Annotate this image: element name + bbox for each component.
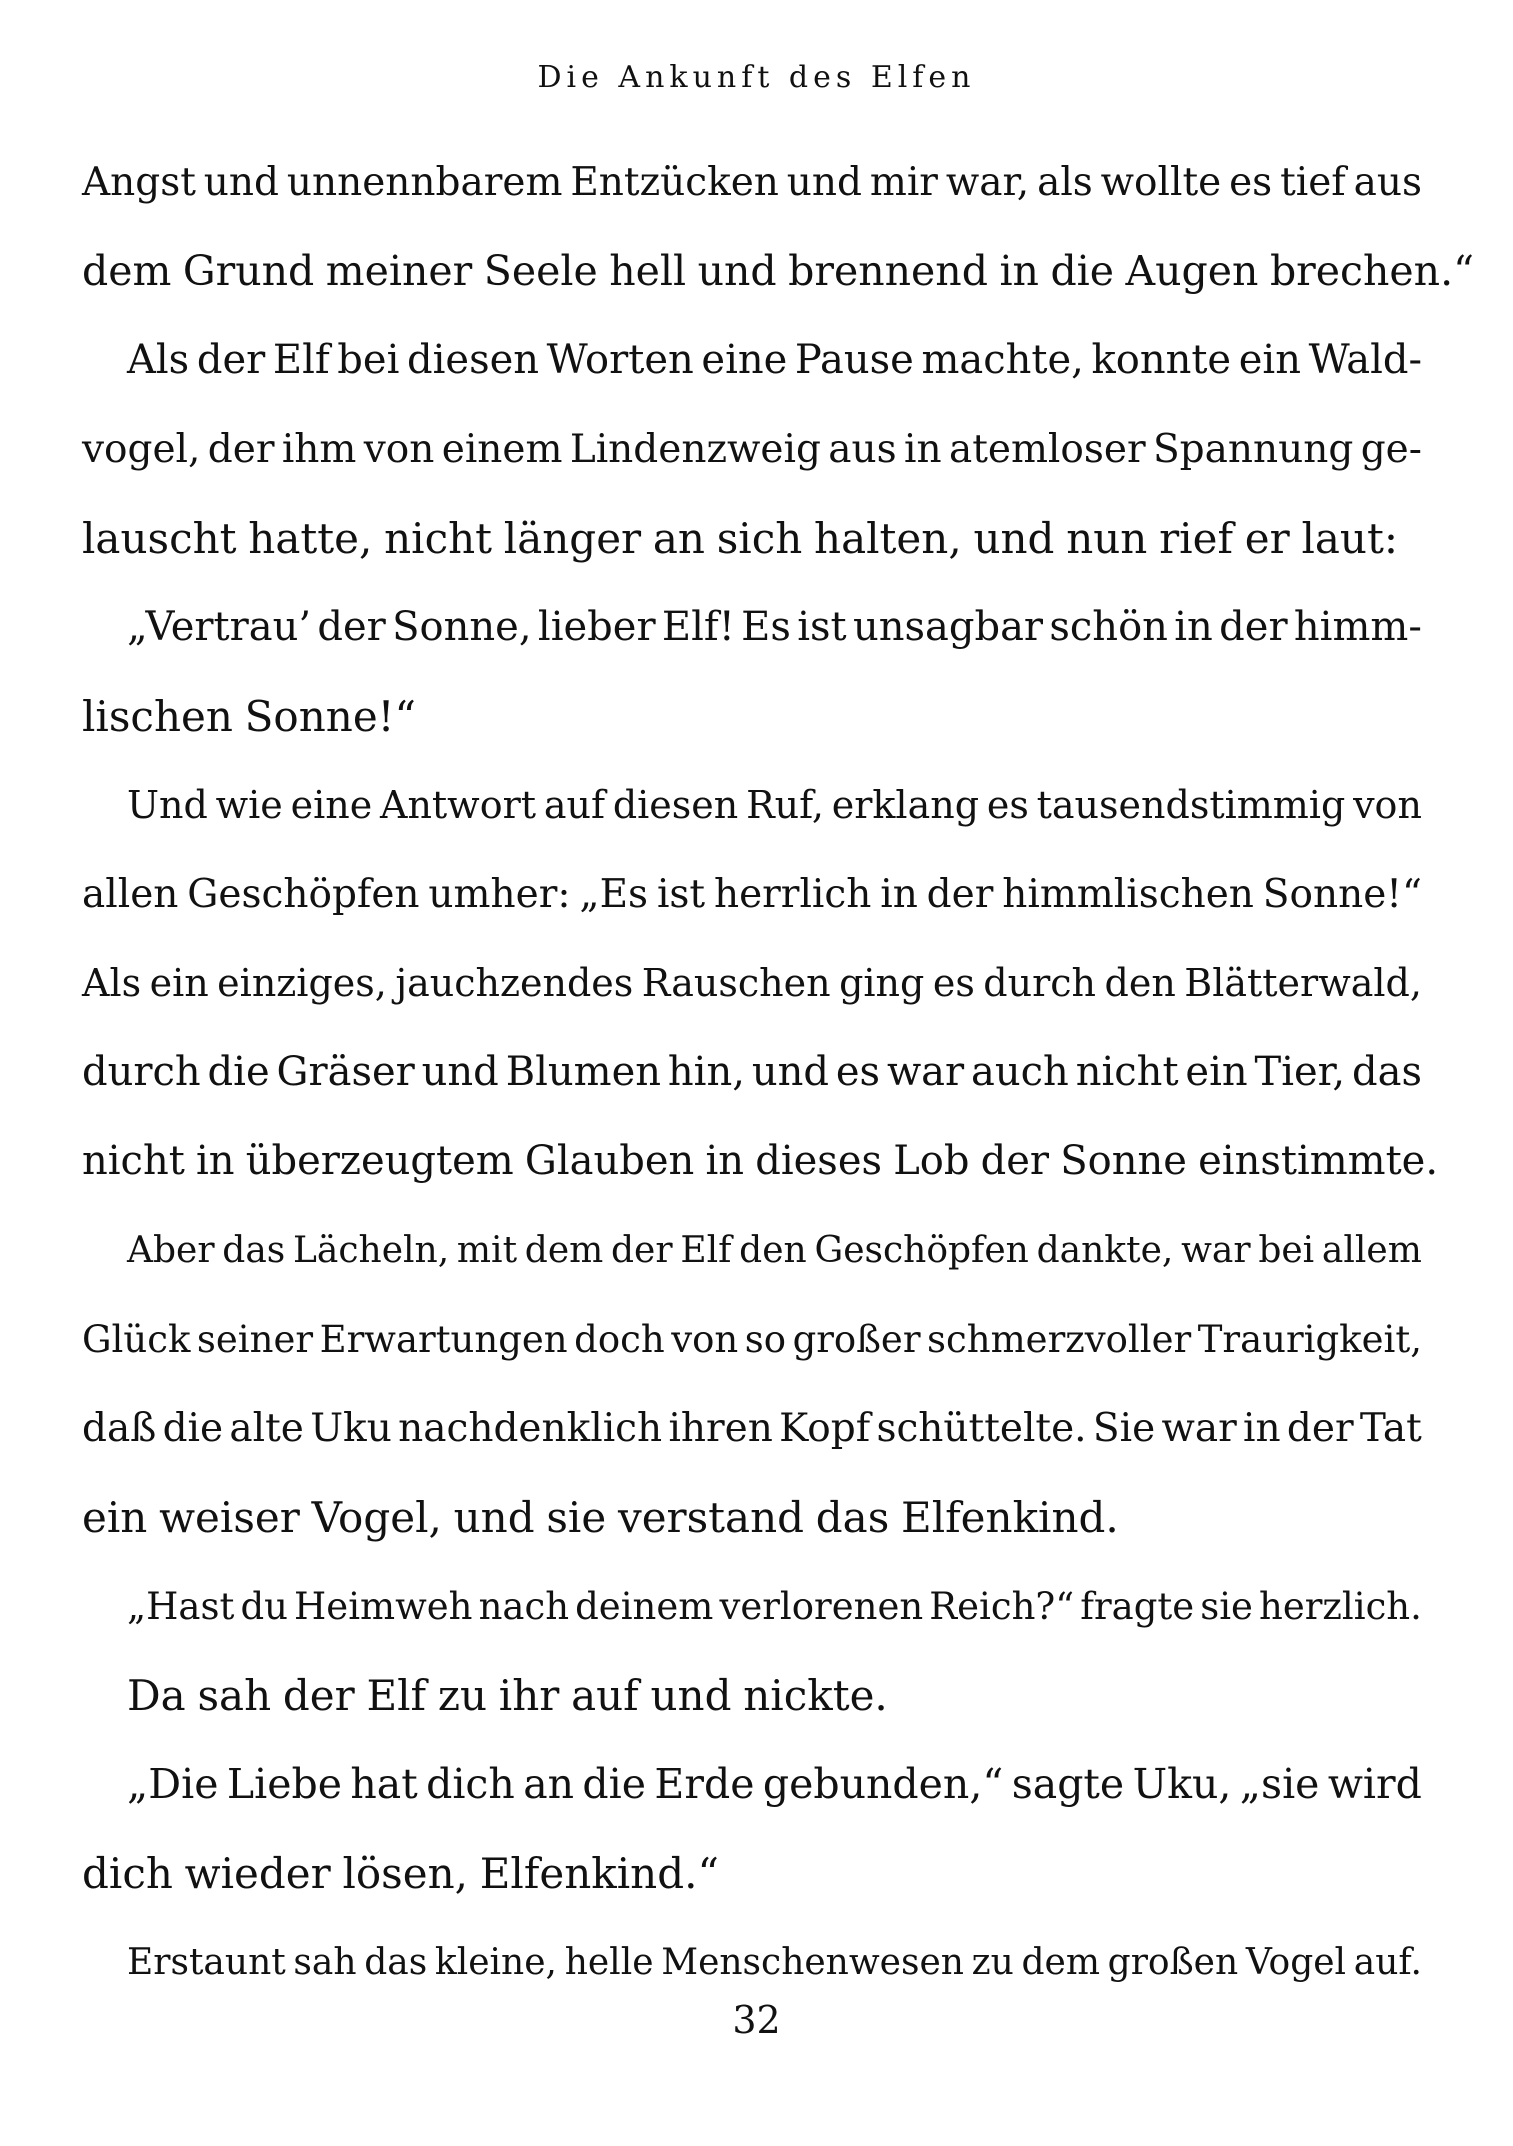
word: und bbox=[453, 1493, 535, 1542]
word: nachdenklich bbox=[398, 1406, 663, 1451]
word: länger bbox=[503, 514, 642, 563]
word: Augen bbox=[1125, 247, 1259, 295]
text-line bbox=[82, 316, 1422, 405]
word: wollte bbox=[1100, 160, 1222, 205]
word: ein bbox=[149, 961, 209, 1005]
word: nickte. bbox=[743, 1671, 888, 1720]
word: herzlich. bbox=[1259, 1585, 1422, 1628]
word: Traurigkeit, bbox=[1197, 1318, 1422, 1361]
word: jauchzendes bbox=[395, 961, 634, 1005]
word: laut: bbox=[1301, 514, 1399, 563]
word: „Hast bbox=[127, 1585, 235, 1628]
word: brennend bbox=[788, 247, 988, 295]
word: und bbox=[421, 1049, 499, 1095]
word: unsagbar bbox=[852, 604, 1044, 650]
word: das bbox=[1352, 1049, 1422, 1095]
word: in bbox=[1174, 604, 1213, 650]
text-line bbox=[82, 1829, 1422, 1918]
word: großer bbox=[792, 1318, 921, 1361]
word: als bbox=[1037, 160, 1093, 205]
word: Reich?“ bbox=[929, 1585, 1075, 1628]
word: kleine, bbox=[434, 1942, 557, 1983]
word: konnte bbox=[1091, 337, 1232, 383]
text-line bbox=[82, 1651, 1422, 1740]
word: vogel, bbox=[82, 427, 201, 472]
word: die bbox=[1050, 247, 1115, 295]
word: nicht bbox=[82, 1138, 185, 1184]
word: die bbox=[207, 1049, 270, 1095]
word: „sie bbox=[1239, 1760, 1320, 1808]
word: war, bbox=[945, 160, 1030, 205]
word: Sonne!“ bbox=[244, 692, 417, 741]
word: ist bbox=[656, 872, 706, 917]
word: hin, bbox=[667, 1049, 745, 1095]
word: gebunden,“ bbox=[762, 1760, 1004, 1808]
word: lösen, bbox=[342, 1849, 468, 1898]
word: rief bbox=[1159, 514, 1234, 563]
word: nicht bbox=[384, 514, 493, 563]
word: brechen.“ bbox=[1269, 247, 1475, 295]
word: allen bbox=[82, 872, 179, 917]
word: Glück bbox=[82, 1318, 191, 1361]
word: „Vertrau’ bbox=[127, 604, 312, 650]
word: Lob bbox=[893, 1138, 970, 1184]
word: verstand bbox=[617, 1493, 805, 1542]
word: aus bbox=[828, 427, 897, 472]
word: meiner bbox=[325, 247, 473, 295]
word: Als bbox=[82, 961, 142, 1005]
word: Blumen bbox=[505, 1049, 661, 1095]
word: zu bbox=[971, 1942, 1014, 1983]
word: in bbox=[1243, 1406, 1281, 1451]
word: weiser bbox=[159, 1493, 300, 1542]
word: großen bbox=[1107, 1942, 1239, 1983]
word: in bbox=[999, 247, 1039, 295]
body-text bbox=[82, 138, 1475, 2007]
word: sah bbox=[293, 1942, 357, 1983]
word: Lindenzweig bbox=[569, 427, 821, 472]
text-line bbox=[82, 1473, 1422, 1562]
word: Gräser bbox=[276, 1049, 415, 1095]
word: erklang bbox=[831, 783, 980, 827]
text-line bbox=[82, 583, 1422, 672]
word: der bbox=[1219, 604, 1288, 650]
word: einem bbox=[441, 427, 563, 472]
word: Wald- bbox=[1308, 337, 1422, 383]
word: halten, bbox=[814, 514, 962, 563]
word: auf bbox=[543, 783, 606, 827]
word: mir bbox=[869, 160, 938, 205]
text-line bbox=[82, 1117, 1439, 1206]
word: ein bbox=[1185, 1049, 1248, 1095]
word: dem bbox=[524, 1230, 604, 1271]
word: sie bbox=[1200, 1585, 1253, 1628]
word: Spannung bbox=[1152, 427, 1354, 472]
word: Grund bbox=[182, 247, 315, 295]
word: bei bbox=[1258, 1230, 1315, 1271]
word: verlorenen bbox=[719, 1585, 924, 1628]
word: ein bbox=[1238, 337, 1301, 383]
word: schmerzvoller bbox=[927, 1318, 1192, 1361]
word: Tier, bbox=[1254, 1049, 1346, 1095]
word: Elf bbox=[272, 337, 330, 383]
word: war bbox=[1161, 1406, 1237, 1451]
word: einziges, bbox=[217, 961, 387, 1005]
word: nun bbox=[1066, 514, 1148, 563]
word: ein bbox=[82, 1493, 148, 1542]
word: Es bbox=[741, 604, 791, 650]
text-line bbox=[82, 1562, 1422, 1651]
word: Entzücken bbox=[570, 160, 779, 205]
word: Lächeln, bbox=[293, 1230, 450, 1271]
word: umher: bbox=[428, 872, 571, 917]
word: sah bbox=[197, 1671, 272, 1720]
word: Kopf bbox=[779, 1406, 871, 1451]
word: hat bbox=[350, 1760, 418, 1808]
word: Elf! bbox=[661, 604, 735, 650]
word: auf bbox=[571, 1671, 639, 1720]
word: dem bbox=[82, 247, 172, 295]
word: in bbox=[904, 427, 942, 472]
word: in bbox=[195, 1138, 235, 1184]
word: unnennbarem bbox=[286, 160, 563, 205]
text-line bbox=[82, 1028, 1422, 1117]
word: wieder bbox=[184, 1849, 331, 1898]
text-line bbox=[82, 850, 1422, 939]
word: Erde bbox=[654, 1760, 755, 1808]
word: Elf bbox=[366, 1671, 427, 1720]
word: deinem bbox=[575, 1585, 714, 1628]
word: das bbox=[222, 1230, 286, 1271]
word: und bbox=[786, 160, 862, 205]
word: der bbox=[196, 337, 266, 383]
text-line bbox=[82, 1295, 1422, 1384]
word: ge- bbox=[1360, 427, 1422, 472]
word: Und bbox=[127, 783, 208, 827]
word: sie bbox=[546, 1493, 607, 1542]
word: machte, bbox=[921, 337, 1084, 383]
word: Vogel bbox=[1245, 1942, 1347, 1983]
text-line bbox=[82, 672, 1422, 761]
word: himmlischen bbox=[1002, 872, 1254, 917]
word: ihr bbox=[498, 1671, 560, 1720]
word: hell bbox=[609, 247, 687, 295]
word: der bbox=[1286, 1406, 1354, 1451]
word: überzeugtem bbox=[245, 1138, 514, 1184]
word: Sonne, bbox=[392, 604, 532, 650]
word: seiner bbox=[196, 1318, 314, 1361]
word: und bbox=[650, 1671, 732, 1720]
word: Aber bbox=[127, 1230, 215, 1271]
word: das bbox=[815, 1493, 890, 1542]
word: von bbox=[1353, 783, 1422, 827]
word: durch bbox=[983, 961, 1097, 1005]
word: allem bbox=[1321, 1230, 1422, 1271]
word: himm- bbox=[1293, 604, 1422, 650]
word: Rauschen bbox=[641, 961, 831, 1005]
word: auf. bbox=[1353, 1942, 1422, 1983]
word: sagte bbox=[1011, 1760, 1125, 1808]
word: lischen bbox=[82, 692, 233, 741]
word: von bbox=[671, 1318, 739, 1361]
word: eine bbox=[290, 783, 373, 827]
word: wird bbox=[1327, 1760, 1422, 1808]
word: Erstaunt bbox=[127, 1942, 286, 1983]
word: Geschöpfen bbox=[187, 872, 420, 917]
word: lauscht bbox=[82, 514, 237, 563]
word: das bbox=[364, 1942, 428, 1983]
word: Erwartungen bbox=[319, 1318, 568, 1361]
text-line bbox=[82, 405, 1422, 494]
word: es bbox=[1229, 160, 1273, 205]
word: war bbox=[886, 1049, 965, 1095]
word: von bbox=[363, 427, 435, 472]
word: ihren bbox=[668, 1406, 773, 1451]
word: es bbox=[835, 1049, 881, 1095]
word: und bbox=[751, 1049, 829, 1095]
word: Liebe bbox=[226, 1760, 342, 1808]
word: Geschöpfen bbox=[814, 1230, 1029, 1271]
word: und bbox=[973, 514, 1055, 563]
word: Seele bbox=[483, 247, 598, 295]
word: Ruf, bbox=[746, 783, 824, 827]
word: Worten bbox=[546, 337, 694, 383]
word: einstimmte. bbox=[1198, 1138, 1439, 1184]
word: die bbox=[582, 1760, 647, 1808]
word: an bbox=[652, 514, 705, 563]
word: dich bbox=[82, 1849, 173, 1898]
word: herrlich bbox=[713, 872, 872, 917]
word: wie bbox=[215, 783, 283, 827]
word: Sonne!“ bbox=[1262, 872, 1422, 917]
word: der bbox=[207, 427, 275, 472]
word: „Es bbox=[579, 872, 649, 917]
word: Uku bbox=[310, 1406, 392, 1451]
word: eine bbox=[701, 337, 788, 383]
word: war bbox=[1181, 1230, 1251, 1271]
word: Uku, bbox=[1132, 1760, 1232, 1808]
word: tief bbox=[1280, 160, 1346, 205]
word: der bbox=[317, 604, 386, 650]
word: diesen bbox=[612, 783, 739, 827]
word: doch bbox=[574, 1318, 665, 1361]
word: lieber bbox=[537, 604, 656, 650]
word: mit bbox=[456, 1230, 518, 1271]
text-line bbox=[82, 1384, 1422, 1473]
word: in bbox=[705, 1138, 745, 1184]
word: Da bbox=[127, 1671, 186, 1720]
word: aus bbox=[1353, 160, 1422, 205]
word: Pause bbox=[794, 337, 914, 383]
word: alte bbox=[229, 1406, 304, 1451]
word: schüttelte. bbox=[876, 1406, 1087, 1451]
word: die bbox=[162, 1406, 224, 1451]
text-line bbox=[82, 1918, 1422, 2007]
text-line bbox=[82, 1206, 1422, 1295]
word: Blätterwald, bbox=[1184, 961, 1422, 1005]
word: Antwort bbox=[380, 783, 537, 827]
word: so bbox=[744, 1318, 787, 1361]
text-line bbox=[82, 761, 1422, 850]
running-head: Die Ankunft des Elfen bbox=[537, 60, 976, 95]
word: und bbox=[203, 160, 279, 205]
word: Glauben bbox=[524, 1138, 695, 1184]
word: in bbox=[880, 872, 918, 917]
word: Als bbox=[127, 337, 190, 383]
word: atemloser bbox=[948, 427, 1146, 472]
word: der bbox=[282, 1671, 355, 1720]
word: und bbox=[697, 247, 777, 295]
word: Vogel, bbox=[311, 1493, 442, 1542]
word: dankte, bbox=[1036, 1230, 1174, 1271]
word: an bbox=[523, 1760, 575, 1808]
word: Heimweh bbox=[294, 1585, 473, 1628]
word: es bbox=[986, 783, 1029, 827]
word: durch bbox=[82, 1049, 201, 1095]
word: schön bbox=[1049, 604, 1168, 650]
word: Sonne bbox=[1060, 1138, 1187, 1184]
word: er bbox=[1244, 514, 1290, 563]
word: tausendstimmig bbox=[1036, 783, 1346, 827]
word: sich bbox=[716, 514, 803, 563]
word: Elfenkind. bbox=[901, 1493, 1119, 1542]
word: dieses bbox=[755, 1138, 883, 1184]
text-line bbox=[82, 227, 1475, 316]
word: diesen bbox=[407, 337, 540, 383]
word: nach bbox=[478, 1585, 570, 1628]
word: bei bbox=[337, 337, 400, 383]
word: helle bbox=[564, 1942, 654, 1983]
word: Elfenkind.“ bbox=[479, 1849, 719, 1898]
word: ihm bbox=[281, 427, 357, 472]
word: Tat bbox=[1359, 1406, 1422, 1451]
word: es bbox=[932, 961, 975, 1005]
word: Elf bbox=[680, 1230, 732, 1271]
text-line bbox=[82, 939, 1422, 1028]
word: Menschenwesen bbox=[661, 1942, 964, 1983]
word: daß bbox=[82, 1406, 157, 1451]
word: hatte, bbox=[248, 514, 373, 563]
word: „Die bbox=[127, 1760, 219, 1808]
word: der bbox=[926, 872, 994, 917]
text-line bbox=[82, 494, 1422, 583]
word: den bbox=[739, 1230, 807, 1271]
word: zu bbox=[437, 1671, 488, 1720]
word: dich bbox=[426, 1760, 515, 1808]
word: fragte bbox=[1080, 1585, 1195, 1628]
word: den bbox=[1104, 961, 1176, 1005]
word: ist bbox=[797, 604, 847, 650]
word: du bbox=[240, 1585, 288, 1628]
word: dem bbox=[1021, 1942, 1100, 1983]
word: nicht bbox=[1075, 1049, 1179, 1095]
word: der bbox=[980, 1138, 1050, 1184]
text-line bbox=[82, 138, 1422, 227]
word: Sie bbox=[1092, 1406, 1156, 1451]
word: der bbox=[611, 1230, 673, 1271]
page-number: 32 bbox=[732, 1998, 781, 2042]
word: Angst bbox=[82, 160, 196, 205]
word: ging bbox=[839, 961, 925, 1005]
text-line bbox=[82, 1740, 1422, 1829]
word: auch bbox=[971, 1049, 1069, 1095]
